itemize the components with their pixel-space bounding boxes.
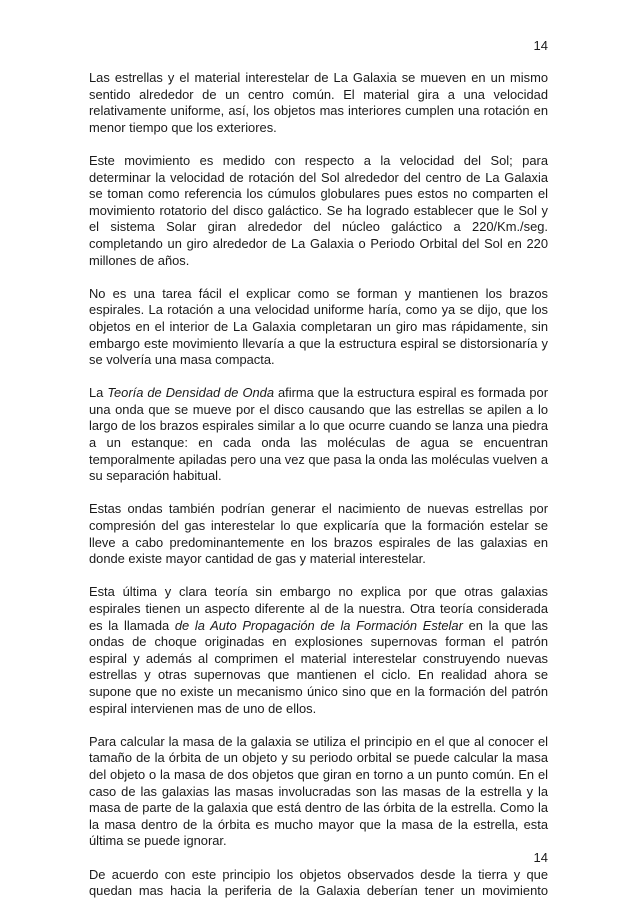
paragraph-text: La xyxy=(89,385,108,401)
paragraph-text: afirma que la estructura espiral es formada por una onda que se mueve por el disco causando que las estrellas se apilen a lo largo de los brazos espirales similar a lo que ocurre cuando se lanza una piedra a un estanque: en cada onda las moléculas de agua se encuentran temporalmente apiladas pero una vez que pasa la onda las moléculas vuelven a su separación habitual. xyxy=(89,385,549,484)
paragraph-text: Este movimiento es medido con respecto a la velocidad del Sol; para determinar la velocidad de rotación del Sol alrededor del centro de La Galaxia se toman como referencia los cúmulos globulares pues estos no comparten el movimiento rotatorio del disco galáctico. Se ha logrado establecer que le Sol y el sistema Solar giran alrededor del núcleo galáctico a 220/Km./seg. completando un giro alrededor de La Galaxia o Periodo Orbital del Sol en 220 millones de años. xyxy=(89,152,548,268)
paragraph-text: No es una tarea fácil el explicar como se forman y mantienen los brazos espirales. La rotación a una velocidad uniforme haría, como ya se dijo, que los objetos en el interior de La Galaxia completaran un giro mas rápidamente, sin embargo este movimiento llevaría a que la estructura espiral se distorsionaría y se volvería una masa compacta. xyxy=(89,285,548,368)
paragraph xyxy=(89,501,548,567)
paragraph-text: Las estrellas y el material interestelar de La Galaxia se mueven en un mismo sentido alrededor de un centro común. El material gira a una velocidad relativamente uniforme, así, los objetos mas interiores cumplen una rotación en menor tiempo que los exteriores. xyxy=(89,70,548,135)
paragraph xyxy=(89,153,548,269)
paragraph-text: en la que las ondas de choque originadas en explosiones supernovas forman el patrón espiral y además al comprimen el material interestelar construyendo nuevas estrellas y otras supernovas que mantienen el ciclo. En realidad ahora se supone que no existe un mecanismo único sino que en la formación del patrón espiral intervienen mas de uno de ellos. xyxy=(89,617,548,716)
paragraph xyxy=(89,867,548,900)
paragraph-text: Esta última y clara teoría sin embargo no explica por que otras galaxias espirales tienen un aspecto diferente al de la nuestra. Otra teoría considerada es la llamada xyxy=(89,584,548,633)
paragraph-text: Para calcular la masa de la galaxia se utiliza el principio en el que al conocer el tamaño de la órbita de un objeto y su periodo orbital se puede calcular la masa del objeto o la masa de dos objetos que giran en torno a un punto común. En el caso de las galaxias las masas involucradas son las masas de la estrella y la masa de parte de la galaxia que está dentro de las órbita de la estrella. Como la la masa dentro de la órbita es mucho mayor que la masa de la estrella, esta última se puede ignorar. xyxy=(89,733,548,849)
page-number-top: 14 xyxy=(533,38,548,53)
paragraph xyxy=(89,385,548,485)
paragraph xyxy=(89,734,548,850)
body-text xyxy=(89,70,548,900)
paragraph-text: De acuerdo con este principio los objetos observados desde la tierra y que quedan mas hacia la periferia de la Galaxia deberían tener un movimiento xyxy=(89,866,548,899)
paragraph xyxy=(89,286,548,369)
page-number-bottom: 14 xyxy=(533,850,548,865)
italic-term-density-wave-theory: Teoría de Densidad de Onda xyxy=(107,385,274,401)
paragraph xyxy=(89,70,548,136)
italic-term-self-propagation: de la Auto Propagación de la Formación Estelar xyxy=(174,617,463,633)
paragraph-text: Estas ondas también podrían generar el nacimiento de nuevas estrellas por compresión del gas interestelar lo que explicaría que la formación estelar se lleve a cabo predominantemente en los brazos espirales de las galaxias en donde existe mayor cantidad de gas y material interestelar. xyxy=(89,501,548,567)
paragraph xyxy=(89,584,548,717)
